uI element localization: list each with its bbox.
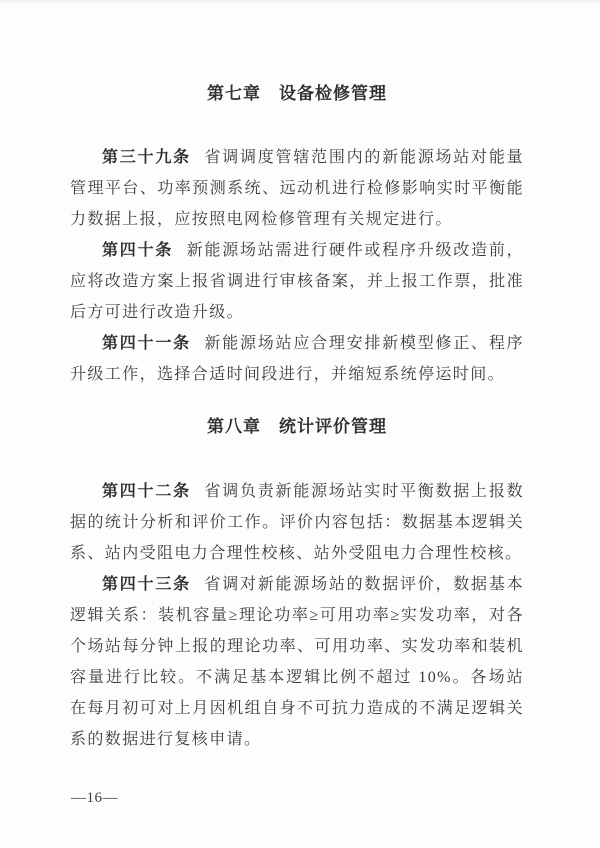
- article-39: [70, 142, 524, 235]
- article-39-number: 第三十九条: [102, 149, 191, 166]
- chapter-8-heading: 第八章 统计评价管理: [207, 417, 387, 436]
- article-41: [70, 328, 524, 390]
- article-42: [70, 476, 524, 569]
- article-43: [70, 569, 524, 755]
- chapter-7-heading: 第七章 设备检修管理: [207, 84, 387, 103]
- article-41-number: 第四十一条: [102, 335, 191, 352]
- article-43-text: 省调对新能源场站的数据评价，数据基本逻辑关系：装机容量≥理论功率≥可用功率≥实发功率，对各个场站每分钟上报的理论功率、可用功率、实发功率和装机容量进行比较。不满足基本逻辑比例不超过 10%。各场站在每月初可对上月因机组自身不可抗力造成的不满足逻辑关系的数据进行复核申请。: [70, 576, 524, 748]
- article-42-text: 省调负责新能源场站实时平衡数据上报数据的统计分析和评价工作。评价内容包括：数据基本逻辑关系、站内受阻电力合理性校核、站外受阻电力合理性校核。: [70, 483, 524, 562]
- article-40: [70, 235, 524, 328]
- article-40-text: 新能源场站需进行硬件或程序升级改造前，应将改造方案上报省调进行审核备案，并上报工作票，批准后方可进行改造升级。: [70, 242, 524, 321]
- article-39-text: 省调调度管辖范围内的新能源场站对能量管理平台、功率预测系统、远动机进行检修影响实时平衡能力数据上报，应按照电网检修管理有关规定进行。: [70, 149, 524, 228]
- article-43-number: 第四十三条: [102, 576, 191, 593]
- article-40-number: 第四十条: [102, 242, 174, 259]
- article-42-number: 第四十二条: [102, 483, 191, 500]
- page-number: —16—: [71, 790, 118, 806]
- article-41-text: 新能源场站应合理安排新模型修正、程序升级工作，选择合适时间段进行，并缩短系统停运时间。: [70, 335, 524, 383]
